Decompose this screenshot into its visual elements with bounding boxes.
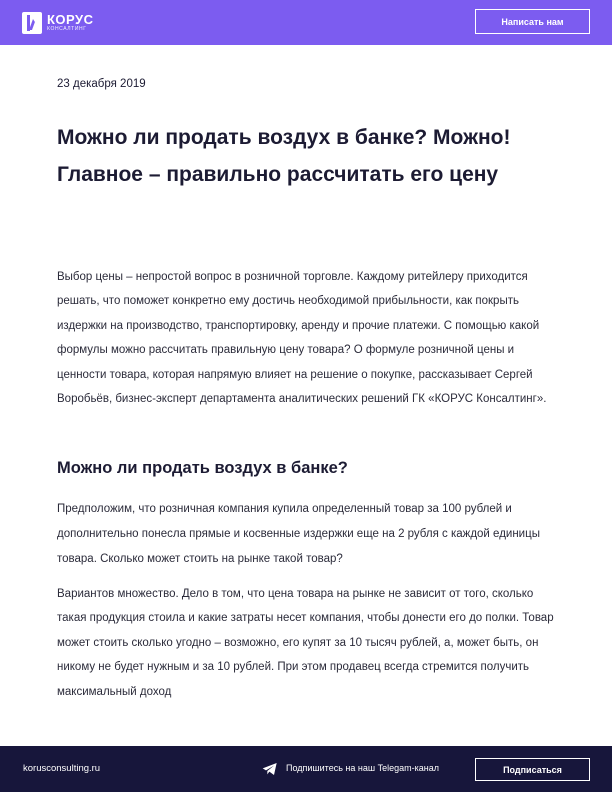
korus-logo-icon	[22, 12, 42, 34]
site-footer	[0, 746, 612, 792]
article-title: Можно ли продать воздух в банке? Можно! Главное – правильно рассчитать его цену	[57, 126, 511, 186]
article-paragraph-2: Вариантов множество. Дело в том, что цена товара на рынке не зависит от того, сколько такая продукция стоила и какие затраты несет компания, чтобы донести его до полки. Товар может стоить сколько угодно – возможно, его купят за 10 тысяч рублей, а, может быть, он никому не будет нужным и за 10 рублей. При этом продавец всегда стремится получить максимальный доход	[57, 588, 554, 698]
footer-site-link[interactable]: korusconsulting.ru	[23, 763, 101, 774]
article-intro: Выбор цены – непростой вопрос в розничной торговле. Каждому ритейлеру приходится решать, что поможет конкретно ему достичь необходимой прибыльности, как покрыть издержки на производство, транспортировку, аренду и прочие платежи. С помощью какой формулы можно рассчитать правильную цену товара? О формуле розничной цены и ценности товара, которая напрямую влияет на решение о покупке, рассказывает Сергей Воробьёв, бизнес-эксперт департамента аналитических решений ГК «КОРУС Консалтинг».	[57, 271, 547, 406]
telegram-icon[interactable]	[262, 762, 278, 776]
article-paragraph-1: Предположим, что розничная компания купила определенный товар за 100 рублей и дополнительно понесла прямые и косвенные издержки еще на 2 рубля с каждой единицы товара. Сколько может стоить на рынке такой товар?	[57, 503, 540, 565]
korus-logo[interactable]	[22, 11, 94, 35]
logo-name: КОРУС	[47, 12, 94, 27]
section-heading: Можно ли продать воздух в банке?	[57, 459, 348, 477]
article-date: 23 декабря 2019	[57, 78, 146, 90]
telegram-subscribe-text[interactable]: Подпишитесь на наш Telegam-канал	[286, 763, 439, 773]
contact-us-button[interactable]: Написать нам	[475, 9, 590, 34]
site-header	[0, 0, 612, 45]
subscribe-button[interactable]: Подписаться	[475, 758, 590, 781]
logo-subtitle: КОНСАЛТИНГ	[47, 26, 87, 32]
